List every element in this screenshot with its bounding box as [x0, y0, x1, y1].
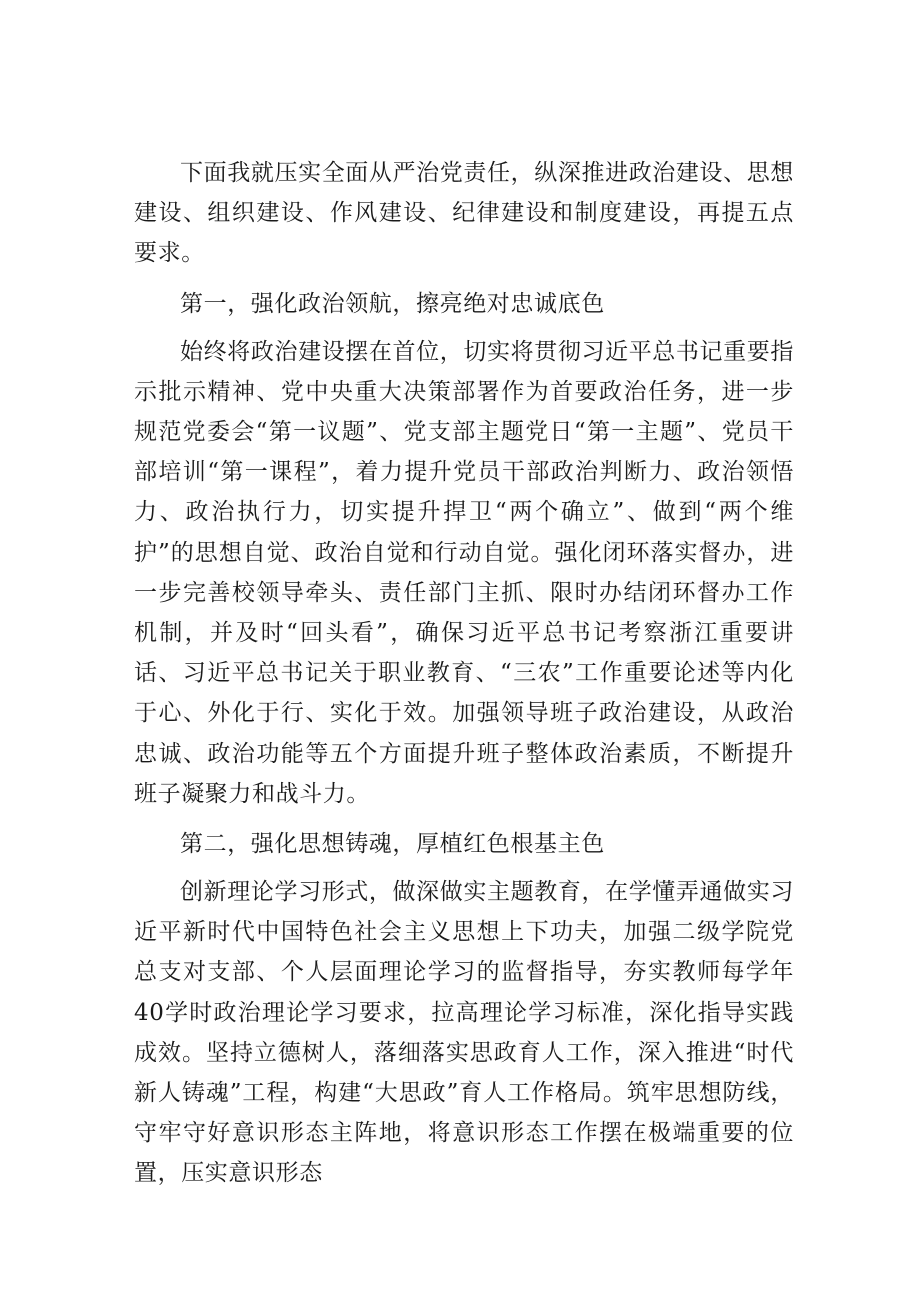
section1-heading: 第一，强化政治领航，擦亮绝对忠诚底色: [180, 290, 605, 317]
section2-heading: 第二，强化思想铸魂，厚植红色根基主色: [180, 831, 605, 858]
intro-paragraph: 下面我就压实全面从严治党责任，纵深推进政治建设、思想建设、组织建设、作风建设、纪律建设和制度建设，再提五点要求。: [134, 160, 794, 267]
section1-body: 始终将政治建设摆在首位，切实将贯彻习近平总书记重要指示批示精神、党中央重大决策部署作为首要政治任务，进一步规范党委会“第一议题”、党支部主题党日“第一主题”、党员干部培训“第一课程”，着力提升党员干部政治判断力、政治领悟力、政治执行力，切实提升捍卫“两个确立”、做到“两个维护”的思想自觉、政治自觉和行动自觉。强化闭环落实督办，进一步完善校领导牵头、责任部门主抓、限时办结闭环督办工作机制，并及时“回头看”，确保习近平总书记考察浙江重要讲话、习近平总书记关于职业教育、“三农”工作重要论述等内化于心、外化于行、实化于效。加强领导班子政治建设，从政治忠诚、政治功能等五个方面提升班子整体政治素质，不断提升班子凝聚力和战斗力。: [134, 338, 794, 807]
section2-body: 创新理论学习形式，做深做实主题教育，在学懂弄通做实习近平新时代中国特色社会主义思想上下功夫，加强二级学院党总支对支部、个人层面理论学习的监督指导，夯实教师每学年40学时政治理论学习要求，拉高理论学习标准，深化指导实践成效。坚持立德树人，落细落实思政育人工作，深入推进“时代新人铸魂”工程，构建“大思政”育人工作格局。筑牢思想防线，守牢守好意识形态主阵地，将意识形态工作摆在极端重要的位置，压实意识形态: [134, 879, 794, 1187]
document-content: [134, 153, 794, 1194]
